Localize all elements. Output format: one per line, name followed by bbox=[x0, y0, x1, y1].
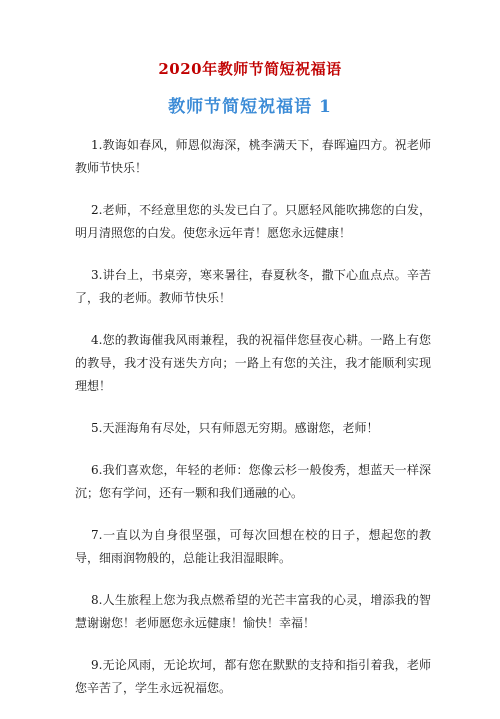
wish-item-3: 3.讲台上，书桌旁，寒来暑往，春夏秋冬，撒下心血点点。辛苦了，我的老师。教师节快乐！ bbox=[75, 268, 431, 305]
wish-item-6: 6.我们喜欢您，年轻的老师：您像云杉一般俊秀，想蓝天一样深沉；您有学问，还有一颗和我们通融的心。 bbox=[75, 463, 431, 500]
section-title: 教师节简短祝福语 1 bbox=[168, 97, 332, 117]
wish-item-4: 4.您的教诲催我风雨兼程，我的祝福伴您昼夜心耕。一路上有您的教导，我才没有迷失方向；一路上有您的关注，我才能顺利实现理想！ bbox=[75, 333, 431, 393]
wish-item-8: 8.人生旅程上您为我点燃希望的光芒丰富我的心灵，增添我的智慧谢谢您！老师愿您永远健康！愉快！幸福！ bbox=[75, 593, 431, 630]
wish-item-9: 9.无论风雨，无论坎坷，都有您在默默的支持和指引着我，老师您辛苦了，学生永远祝福您。 bbox=[75, 658, 431, 695]
wish-list bbox=[75, 134, 431, 719]
wish-item-5: 5.天涯海角有尽处，只有师恩无穷期。感谢您，老师！ bbox=[91, 421, 379, 435]
wish-item-1: 1.教诲如春风，师恩似海深，桃李满天下，春晖遍四方。祝老师教师节快乐！ bbox=[75, 138, 431, 175]
document-title: 2020年教师节简短祝福语 bbox=[158, 60, 342, 78]
wish-item-2: 2.老师，不经意里您的头发已白了。只愿轻风能吹拂您的白发，明月清照您的白发。使您永远年青！愿您永远健康！ bbox=[75, 203, 431, 240]
wish-item-7: 7.一直以为自身很坚强，可每次回想在校的日子，想起您的教导，细雨润物般的，总能让我泪湿眼眸。 bbox=[75, 528, 431, 565]
